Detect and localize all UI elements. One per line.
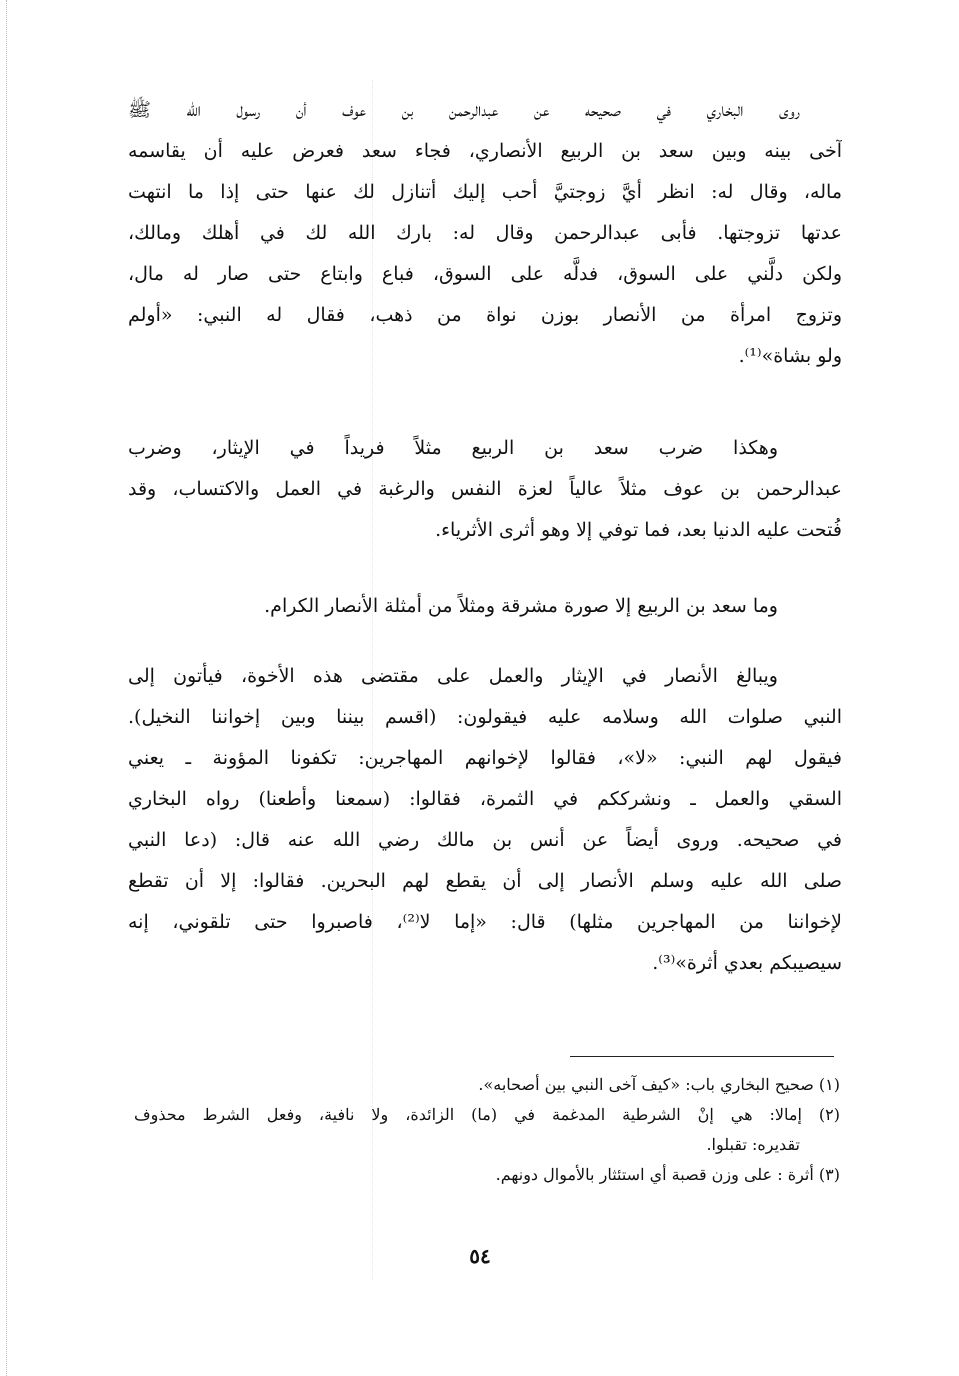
page-number: ٥٤	[469, 1244, 491, 1268]
footnote-1: (١) صحيح البخاري باب: «كيف آخى النبي بين أصحابه».	[478, 1075, 840, 1094]
text-line: النبي صلوات الله وسلامه عليه فيقولون: (اقسم بيننا وبين إخواننا النخيل).	[128, 706, 842, 728]
text-line: في صحيحه. وروى أيضاً عن أنس بن مالك رضي الله عنه قال: (دعا النبي	[128, 829, 842, 851]
text-line: ويبالغ الأنصار في الإيثار والعمل على مقتضى هذه الأخوة، فيأتون إلى	[128, 665, 778, 687]
paragraph-2	[128, 428, 842, 551]
text-line: وتزوج امرأة من الأنصار بوزن نواة من ذهب، فقال له النبي: «أولم	[128, 304, 842, 326]
text-line: فيقول لهم النبي: «لا»، فقالوا لإخوانهم المهاجرين: تكفونا المؤونة ـ يعني	[128, 747, 842, 769]
text-line: السقي والعمل ـ ونشرككم في الثمرة، فقالوا: (سمعنا وأطعنا) رواه البخاري	[128, 788, 842, 810]
text-line: وهكذا ضرب سعد بن الربيع مثلاً فريداً في الإيثار، وضرب	[128, 437, 778, 459]
text-line: عبدالرحمن بن عوف مثلاً عالياً لعزة النفس والرغبة في العمل والاكتساب، وقد	[128, 478, 842, 500]
text-line: لإخواننا من المهاجرين مثلها) قال: «إما لا⁽²⁾، فاصبروا حتى تلقوني، إنه	[128, 911, 842, 933]
text-line: وما سعد بن الربيع إلا صورة مشرقة ومثلاً من أمثلة الأنصار الكرام.	[264, 595, 778, 617]
paragraph-1	[128, 90, 842, 377]
text-line: ماله، وقال له: انظر أيَّ زوجتيَّ أحب إليك أتنازل لك عنها حتى إذا ما انتهت	[128, 181, 842, 203]
text-line: سيصيبكم بعدي أثرة»⁽³⁾.	[652, 952, 842, 974]
paragraph-3	[128, 586, 842, 627]
text-line: آخى بينه وبين سعد بن الربيع الأنصاري، فجاء سعد فعرض عليه أن يقاسمه	[128, 140, 842, 162]
text-line: صلى الله عليه وسلم الأنصار إلى أن يقطع لهم البحرين. فقالوا: إلا أن تقطع	[128, 870, 842, 892]
text-line: ولو بشاة»⁽¹⁾.	[738, 345, 842, 367]
text-line: فُتحت عليه الدنيا بعد، فما توفي إلا وهو أثرى الأثرياء.	[435, 519, 842, 541]
footnote-2-continuation: تقديره: تقبلوا.	[706, 1135, 800, 1154]
footnotes	[134, 1070, 840, 1190]
footnote-2: (٢) إمالا: هي إنْ الشرطية المدغمة في (ما) الزائدة، ولا نافية، وفعل الشرط محذوف	[134, 1105, 840, 1124]
footnote-3: (٣) أثرة : على وزن قصبة أي استئثار بالأموال دونهم.	[495, 1165, 840, 1184]
text-line: ولكن دلَّني على السوق، فدلَّه على السوق، فباع وابتاع حتى صار له مال،	[128, 263, 842, 285]
scan-edge-line	[6, 0, 7, 1376]
footnote-separator	[570, 1056, 834, 1057]
text-line: عدتها تزوجتها. فأبى عبدالرحمن وقال له: بارك الله لك في أهلك ومالك،	[128, 222, 842, 244]
paragraph-4	[128, 656, 842, 984]
text-line: روى البخاري في صحيحه عن عبدالرحمن بن عوف أن رسول الله ﷺ	[128, 99, 800, 121]
